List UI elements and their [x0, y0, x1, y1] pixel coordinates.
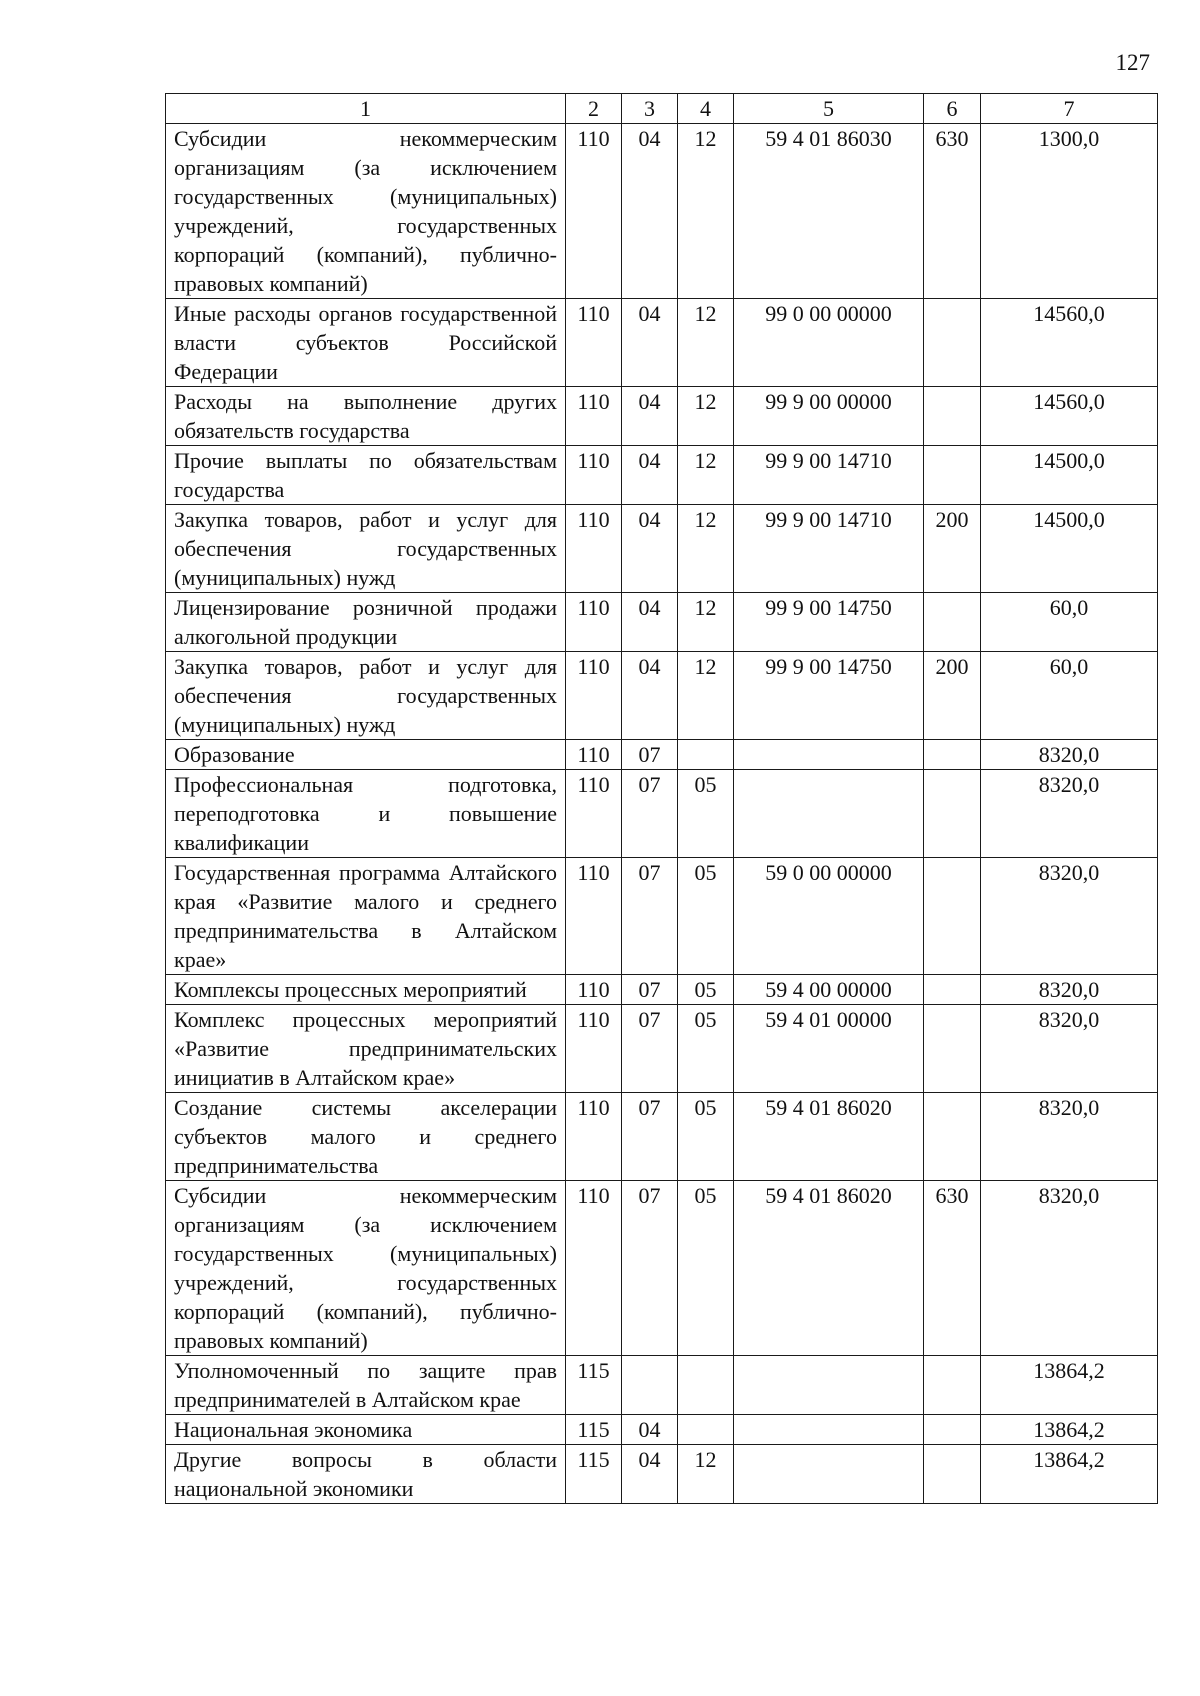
cell-expense-type	[924, 770, 981, 858]
cell-admin: 110	[566, 770, 622, 858]
cell-amount: 60,0	[981, 652, 1158, 740]
table-body	[166, 124, 1158, 1504]
cell-name: Комплексы процессных мероприятий	[166, 975, 566, 1005]
cell-target: 59 4 01 86020	[734, 1093, 924, 1181]
table-row	[166, 770, 1158, 858]
cell-name: Создание системы акселерации субъектов малого и среднего предпринимательства	[166, 1093, 566, 1181]
cell-subsection: 05	[678, 1005, 734, 1093]
cell-subsection	[678, 1356, 734, 1415]
cell-expense-type: 630	[924, 124, 981, 299]
cell-expense-type	[924, 858, 981, 975]
table-row	[166, 446, 1158, 505]
cell-admin: 110	[566, 299, 622, 387]
cell-target: 99 9 00 00000	[734, 387, 924, 446]
table-row	[166, 1445, 1158, 1504]
cell-subsection: 12	[678, 593, 734, 652]
cell-expense-type	[924, 1356, 981, 1415]
cell-name: Государственная программа Алтайского края «Развитие малого и среднего предпринимательства в Алтайском крае»	[166, 858, 566, 975]
cell-target: 59 4 01 86020	[734, 1181, 924, 1356]
cell-target	[734, 740, 924, 770]
cell-admin: 110	[566, 1093, 622, 1181]
cell-amount: 60,0	[981, 593, 1158, 652]
cell-name: Национальная экономика	[166, 1415, 566, 1445]
cell-amount: 8320,0	[981, 1093, 1158, 1181]
cell-name: Закупка товаров, работ и услуг для обеспечения государственных (муниципальных) нужд	[166, 652, 566, 740]
cell-admin: 115	[566, 1415, 622, 1445]
cell-admin: 110	[566, 593, 622, 652]
cell-section: 04	[622, 652, 678, 740]
cell-name: Субсидии некоммерческим организациям (за исключением государственных (муниципальных) учреждений, государственных корпораций (компаний), публично-правовых компаний)	[166, 124, 566, 299]
cell-expense-type: 630	[924, 1181, 981, 1356]
cell-name: Прочие выплаты по обязательствам государства	[166, 446, 566, 505]
table-row	[166, 299, 1158, 387]
cell-section: 07	[622, 858, 678, 975]
cell-expense-type	[924, 299, 981, 387]
cell-target	[734, 1445, 924, 1504]
cell-amount: 8320,0	[981, 1181, 1158, 1356]
cell-expense-type	[924, 1415, 981, 1445]
cell-target: 99 9 00 14750	[734, 593, 924, 652]
cell-subsection: 05	[678, 1181, 734, 1356]
cell-admin: 110	[566, 975, 622, 1005]
cell-section: 04	[622, 505, 678, 593]
cell-subsection	[678, 1415, 734, 1445]
header-col-2: 2	[566, 94, 622, 124]
cell-subsection: 05	[678, 1093, 734, 1181]
cell-target: 99 9 00 14710	[734, 505, 924, 593]
cell-amount: 8320,0	[981, 740, 1158, 770]
cell-target: 99 9 00 14750	[734, 652, 924, 740]
cell-section: 04	[622, 124, 678, 299]
cell-name: Расходы на выполнение других обязательств государства	[166, 387, 566, 446]
cell-admin: 110	[566, 1181, 622, 1356]
cell-amount: 14500,0	[981, 505, 1158, 593]
cell-subsection: 12	[678, 124, 734, 299]
cell-expense-type	[924, 975, 981, 1005]
table-row	[166, 1093, 1158, 1181]
header-row	[166, 94, 1158, 124]
cell-target: 99 0 00 00000	[734, 299, 924, 387]
cell-section: 07	[622, 1005, 678, 1093]
cell-expense-type	[924, 1005, 981, 1093]
cell-amount: 8320,0	[981, 975, 1158, 1005]
cell-section: 04	[622, 593, 678, 652]
cell-admin: 115	[566, 1356, 622, 1415]
table-row	[166, 1356, 1158, 1415]
cell-section: 04	[622, 446, 678, 505]
cell-expense-type: 200	[924, 652, 981, 740]
table-row	[166, 1181, 1158, 1356]
cell-target	[734, 1415, 924, 1445]
cell-expense-type	[924, 1093, 981, 1181]
cell-section: 04	[622, 1445, 678, 1504]
cell-subsection: 12	[678, 387, 734, 446]
cell-expense-type	[924, 593, 981, 652]
cell-subsection: 12	[678, 446, 734, 505]
cell-section: 07	[622, 1093, 678, 1181]
cell-name: Закупка товаров, работ и услуг для обеспечения государственных (муниципальных) нужд	[166, 505, 566, 593]
cell-subsection: 05	[678, 858, 734, 975]
table-row	[166, 593, 1158, 652]
header-col-4: 4	[678, 94, 734, 124]
cell-admin: 110	[566, 446, 622, 505]
cell-name: Лицензирование розничной продажи алкогольной продукции	[166, 593, 566, 652]
header-col-7: 7	[981, 94, 1158, 124]
cell-amount: 1300,0	[981, 124, 1158, 299]
page-number: 127	[1115, 50, 1150, 75]
cell-section: 07	[622, 1181, 678, 1356]
cell-target: 59 4 01 86030	[734, 124, 924, 299]
cell-amount: 13864,2	[981, 1415, 1158, 1445]
table-row	[166, 652, 1158, 740]
cell-subsection: 12	[678, 1445, 734, 1504]
cell-subsection	[678, 740, 734, 770]
cell-amount: 8320,0	[981, 1005, 1158, 1093]
cell-subsection: 12	[678, 505, 734, 593]
cell-amount: 13864,2	[981, 1445, 1158, 1504]
cell-amount: 14500,0	[981, 446, 1158, 505]
cell-name: Иные расходы органов государственной власти субъектов Российской Федерации	[166, 299, 566, 387]
cell-section: 04	[622, 1415, 678, 1445]
header-col-1: 1	[166, 94, 566, 124]
table-row	[166, 124, 1158, 299]
cell-target	[734, 770, 924, 858]
cell-expense-type	[924, 387, 981, 446]
table-row	[166, 975, 1158, 1005]
table-row	[166, 505, 1158, 593]
table-row	[166, 1415, 1158, 1445]
cell-admin: 110	[566, 652, 622, 740]
cell-admin: 110	[566, 858, 622, 975]
cell-subsection: 05	[678, 975, 734, 1005]
cell-target	[734, 1356, 924, 1415]
header-col-5: 5	[734, 94, 924, 124]
cell-target: 59 4 00 00000	[734, 975, 924, 1005]
cell-amount: 8320,0	[981, 858, 1158, 975]
table-header	[166, 94, 1158, 124]
cell-section: 07	[622, 740, 678, 770]
cell-admin: 115	[566, 1445, 622, 1504]
table-row	[166, 1005, 1158, 1093]
cell-amount: 14560,0	[981, 299, 1158, 387]
cell-target: 99 9 00 14710	[734, 446, 924, 505]
cell-expense-type: 200	[924, 505, 981, 593]
cell-name: Другие вопросы в области национальной экономики	[166, 1445, 566, 1504]
cell-subsection: 12	[678, 299, 734, 387]
cell-admin: 110	[566, 740, 622, 770]
cell-amount: 13864,2	[981, 1356, 1158, 1415]
cell-target: 59 4 01 00000	[734, 1005, 924, 1093]
cell-admin: 110	[566, 505, 622, 593]
cell-section: 04	[622, 387, 678, 446]
table-row	[166, 858, 1158, 975]
cell-name: Уполномоченный по защите прав предпринимателей в Алтайском крае	[166, 1356, 566, 1415]
cell-subsection: 12	[678, 652, 734, 740]
table-row	[166, 740, 1158, 770]
cell-amount: 14560,0	[981, 387, 1158, 446]
header-col-6: 6	[924, 94, 981, 124]
header-col-3: 3	[622, 94, 678, 124]
cell-expense-type	[924, 446, 981, 505]
cell-expense-type	[924, 740, 981, 770]
cell-name: Субсидии некоммерческим организациям (за исключением государственных (муниципальных) учреждений, государственных корпораций (компаний), публично-правовых компаний)	[166, 1181, 566, 1356]
cell-admin: 110	[566, 387, 622, 446]
cell-section: 07	[622, 975, 678, 1005]
cell-admin: 110	[566, 124, 622, 299]
cell-subsection: 05	[678, 770, 734, 858]
cell-section: 07	[622, 770, 678, 858]
cell-name: Комплекс процессных мероприятий «Развитие предпринимательских инициатив в Алтайском крае»	[166, 1005, 566, 1093]
cell-name: Образование	[166, 740, 566, 770]
table-row	[166, 387, 1158, 446]
cell-section: 04	[622, 299, 678, 387]
cell-admin: 110	[566, 1005, 622, 1093]
cell-target: 59 0 00 00000	[734, 858, 924, 975]
cell-name: Профессиональная подготовка, переподготовка и повышение квалификации	[166, 770, 566, 858]
cell-expense-type	[924, 1445, 981, 1504]
budget-table	[165, 93, 1158, 1504]
cell-amount: 8320,0	[981, 770, 1158, 858]
cell-section	[622, 1356, 678, 1415]
